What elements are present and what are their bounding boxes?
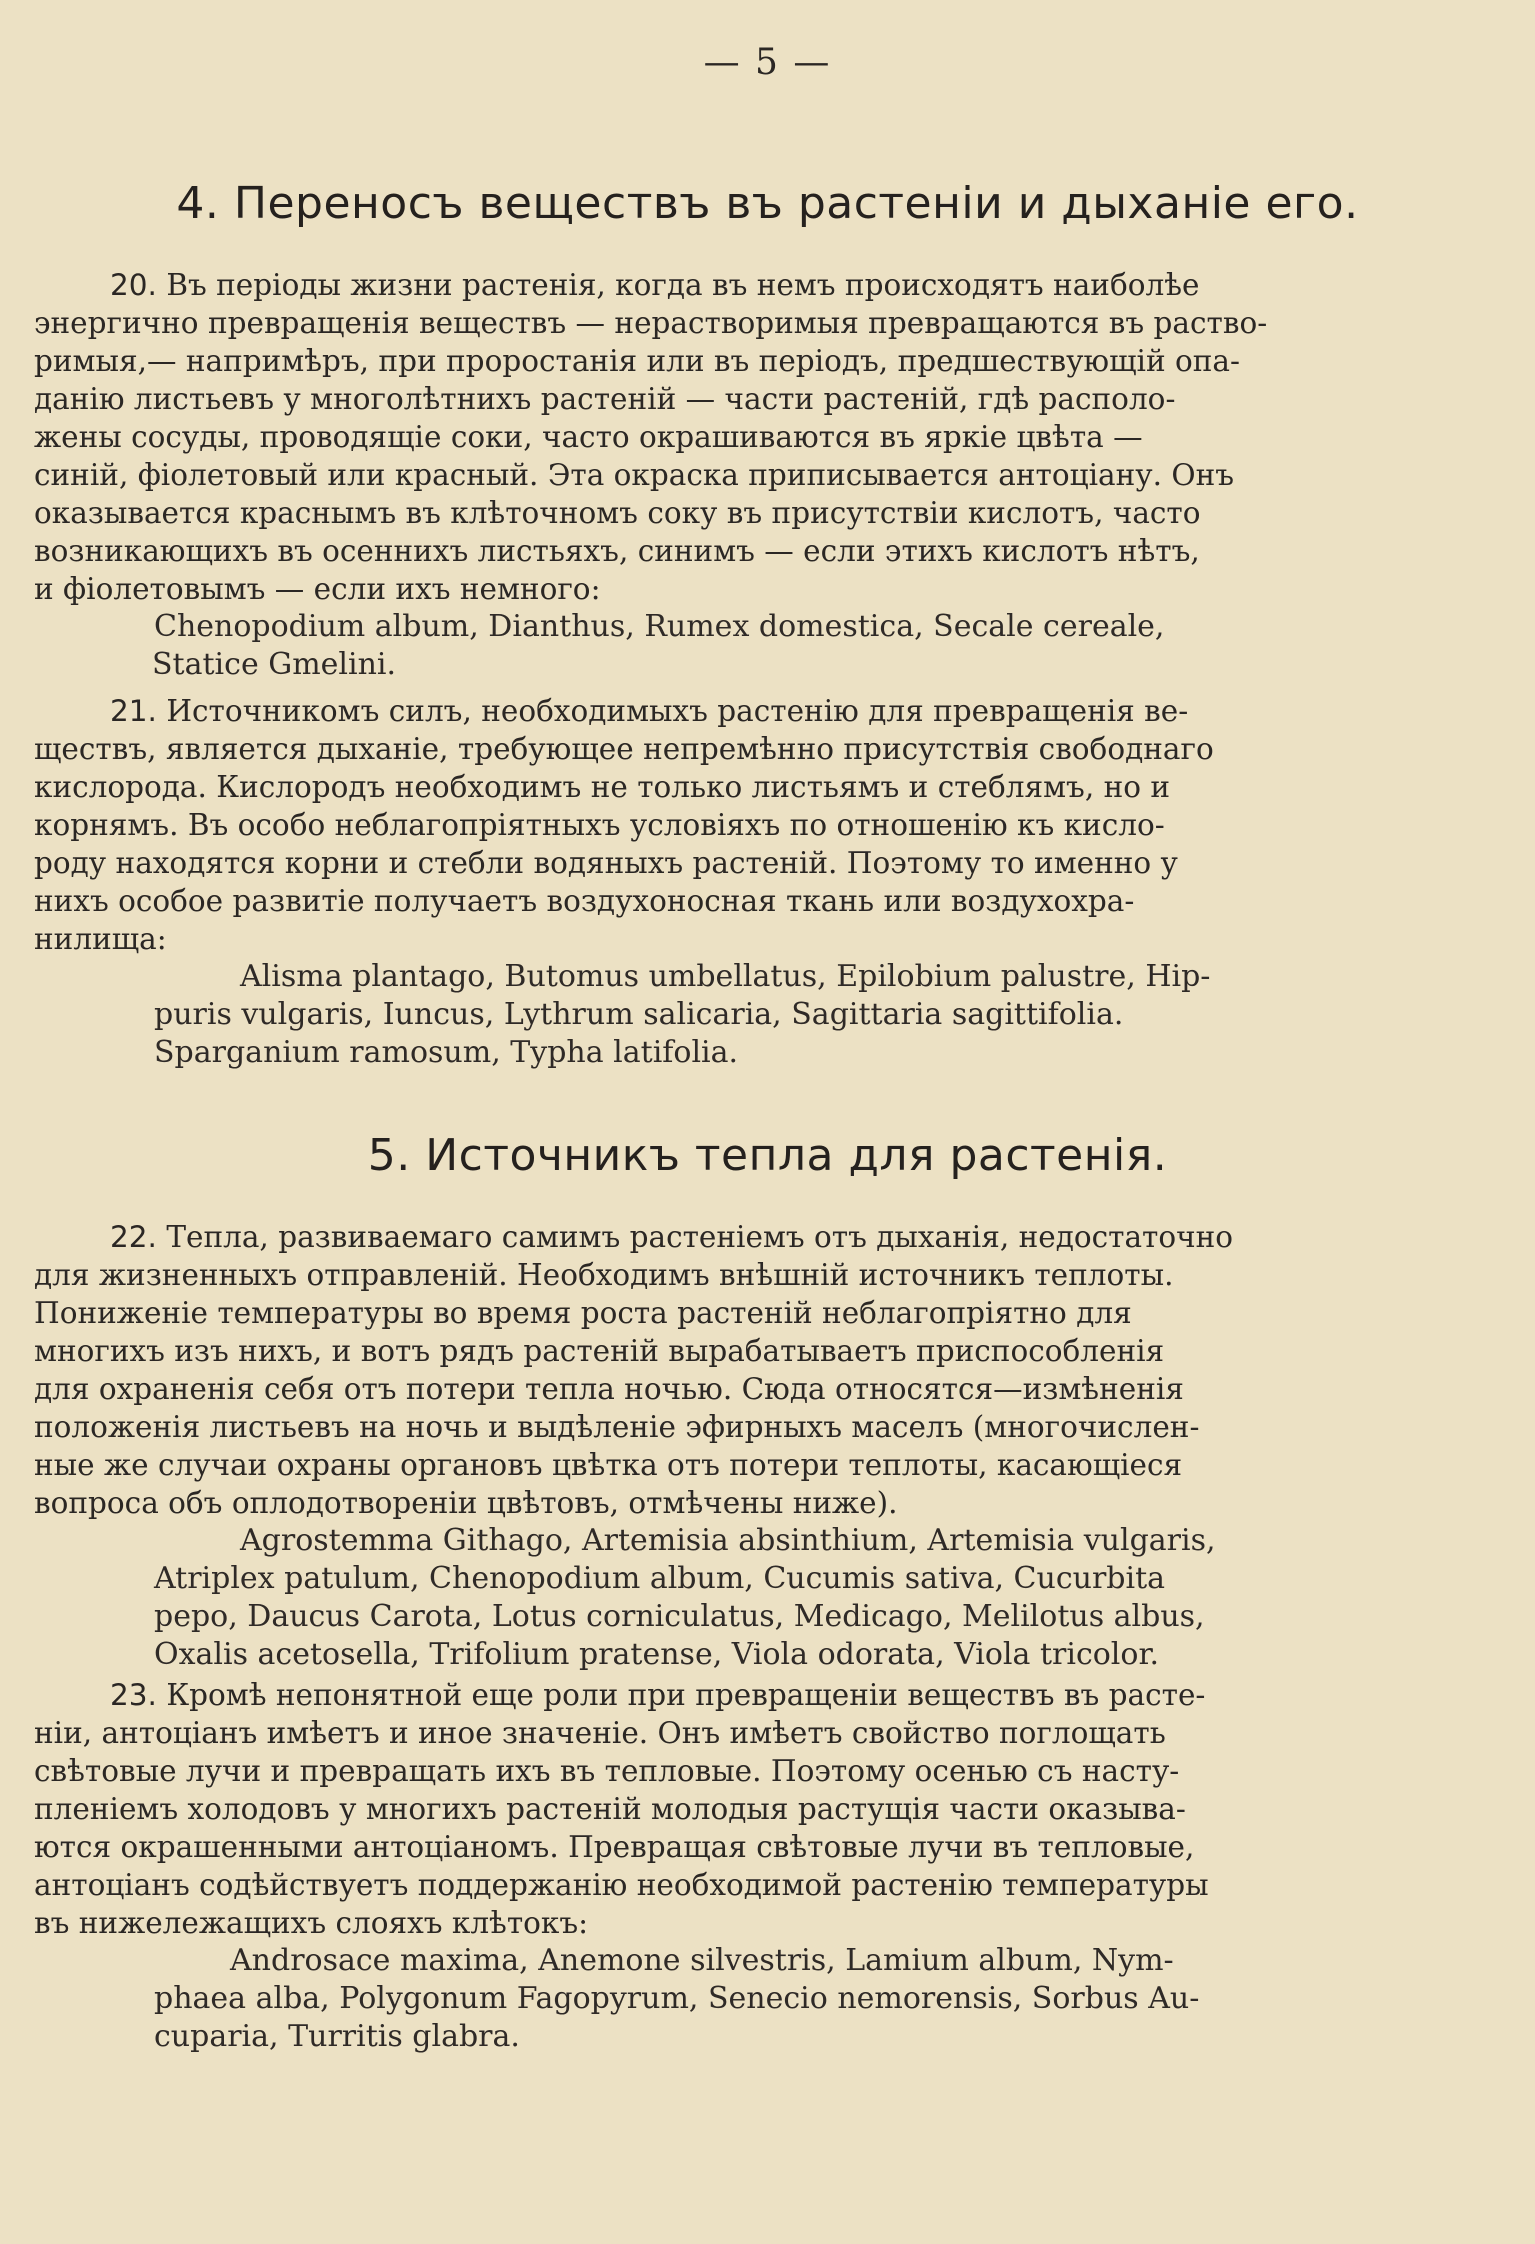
species-list-23 <box>154 1942 1199 2056</box>
section-5-title: 5. Источникъ тепла для растенія. <box>367 1130 1168 1181</box>
paragraph-line: 20. Въ періоды жизни растенія, когда въ немъ происходятъ наиболѣе <box>110 268 1200 302</box>
paragraph-line: 23. Кромѣ непонятной еще роли при превращеніи веществъ въ расте- <box>110 1678 1206 1712</box>
paragraph-line: ные же случаи охраны органовъ цвѣтка отъ потери теплоты, касающіеся <box>34 1448 1183 1482</box>
paragraph-number: 21. <box>110 694 157 728</box>
paragraph-23 <box>34 1676 1484 1942</box>
species-line: Atriplex patulum, Chenopodium album, Cucumis sativa, Cucurbita <box>154 1561 1166 1596</box>
species-list-22 <box>154 1522 1216 1674</box>
paragraph-line: оказывается краснымъ въ клѣточномъ соку въ присутствіи кислотъ, часто <box>34 496 1201 530</box>
species-line: Chenopodium album, Dianthus, Rumex domestica, Secale cereale, <box>154 609 1165 644</box>
paragraph-line: жены сосуды, проводящіе соки, часто окрашиваются въ яркіе цвѣта — <box>34 420 1143 454</box>
paragraph-line: 21. Источникомъ силъ, необходимыхъ растенію для превращенія ве- <box>110 694 1189 728</box>
paragraph-line: римыя,— напримѣръ, при проростанія или въ періодъ, предшествующій опа- <box>34 344 1240 378</box>
paragraph-line: вопроса объ оплодотвореніи цвѣтовъ, отмѣчены ниже). <box>34 1486 898 1520</box>
page-number: — 5 — <box>703 42 832 83</box>
paragraph-line: ются окрашенными антоціаномъ. Превращая свѣтовые лучи въ тепловые, <box>34 1830 1195 1864</box>
paragraph-number: 20. <box>110 268 157 302</box>
paragraph-line: и фіолетовымъ — если ихъ немного: <box>34 572 601 606</box>
paragraph-line: роду находятся корни и стебли водяныхъ растеній. Поэтому то именно у <box>34 846 1178 880</box>
paragraph-line: въ нижележащихъ слояхъ клѣтокъ: <box>34 1906 589 1940</box>
paragraph-number: 23. <box>110 1678 157 1712</box>
paragraph-line: Пониженіе температуры во время роста растеній неблагопріятно для <box>34 1296 1132 1330</box>
paragraph-line: свѣтовые лучи и превращать ихъ въ тепловые. Поэтому осенью съ насту- <box>34 1754 1180 1788</box>
species-line: cuparia, Turritis glabra. <box>154 2019 520 2054</box>
species-list-20 <box>154 608 1164 684</box>
species-line: Androsace maxima, Anemone silvestris, Lamium album, Nym- <box>230 1943 1174 1978</box>
paragraph-line: нилища: <box>34 922 167 956</box>
paragraph-line: данію листьевъ у многолѣтнихъ растеній — части растеній, гдѣ располо- <box>34 382 1176 416</box>
species-line: puris vulgaris, Iuncus, Lythrum salicaria, Sagittaria sagittifolia. <box>154 997 1124 1032</box>
paragraph-22 <box>34 1218 1484 1522</box>
paragraph-line: антоціанъ содѣйствуетъ поддержанію необходимой растенію температуры <box>34 1868 1209 1902</box>
paragraph-line: синій, фіолетовый или красный. Эта окраска приписывается антоціану. Онъ <box>34 458 1234 492</box>
species-line: Sparganium ramosum, Typha latifolia. <box>154 1035 739 1070</box>
paragraph-line: возникающихъ въ осеннихъ листьяхъ, синимъ — если этихъ кислотъ нѣтъ, <box>34 534 1200 568</box>
species-list-21 <box>154 958 1210 1072</box>
species-line: Alisma plantago, Butomus umbellatus, Epilobium palustre, Hip- <box>240 959 1211 994</box>
species-line: phaea alba, Polygonum Fagopyrum, Senecio nemorensis, Sorbus Au- <box>154 1981 1200 2016</box>
paragraph-line: нихъ особое развитіе получаетъ воздухоносная ткань или воздухохра- <box>34 884 1135 918</box>
paragraph-line: кислорода. Кислородъ необходимъ не только листьямъ и стеблямъ, но и <box>34 770 1171 804</box>
species-line: pepo, Daucus Carota, Lotus corniculatus, Medicago, Melilotus albus, <box>154 1599 1205 1634</box>
paragraph-20 <box>34 266 1484 608</box>
paragraph-line: для жизненныхъ отправленій. Необходимъ внѣшній источникъ теплоты. <box>34 1258 1174 1292</box>
paragraph-line: ніи, антоціанъ имѣетъ и иное значеніе. Онъ имѣетъ свойство поглощать <box>34 1716 1166 1750</box>
paragraph-line: для охраненія себя отъ потери тепла ночью. Сюда относятся—измѣненія <box>34 1372 1184 1406</box>
paragraph-line: многихъ изъ нихъ, и вотъ рядъ растеній вырабатываетъ приспособленія <box>34 1334 1165 1368</box>
paragraph-21 <box>34 692 1484 958</box>
species-line: Agrostemma Githago, Artemisia absinthium, Artemisia vulgaris, <box>240 1523 1216 1558</box>
species-line: Oxalis acetosella, Trifolium pratense, Viola odorata, Viola tricolor. <box>154 1637 1160 1672</box>
species-line: Statice Gmelini. <box>152 647 397 682</box>
paragraph-number: 22. <box>110 1220 157 1254</box>
paragraph-line: энергично превращенія веществъ — нерастворимыя превращаются въ раство- <box>34 306 1268 340</box>
paragraph-line: 22. Тепла, развиваемаго самимъ растеніемъ отъ дыханія, недостаточно <box>110 1220 1234 1254</box>
paragraph-line: корнямъ. Въ особо неблагопріятныхъ условіяхъ по отношенію къ кисло- <box>34 808 1165 842</box>
paragraph-line: пленіемъ холодовъ у многихъ растеній молодыя растущія части оказыва- <box>34 1792 1186 1826</box>
paragraph-line: положенія листьевъ на ночь и выдѣленіе эфирныхъ маселъ (многочислен- <box>34 1410 1200 1444</box>
section-4-title: 4. Переносъ веществъ въ растеніи и дыханіе его. <box>176 178 1359 229</box>
paragraph-line: ществъ, является дыханіе, требующее непремѣнно присутствія свободнаго <box>34 732 1214 766</box>
